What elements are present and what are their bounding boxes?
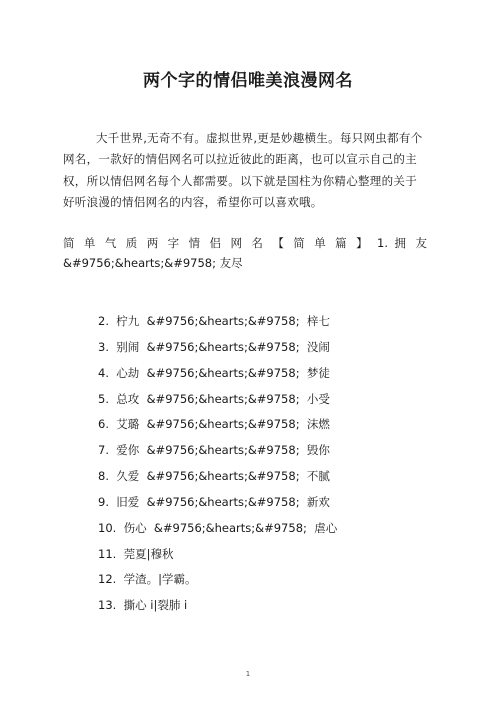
list-item: 5. 总攻 &#9756;&hearts;&#9758; 小受 bbox=[98, 392, 330, 406]
list-item: 3. 别闹 &#9756;&hearts;&#9758; 没闹 bbox=[98, 340, 330, 354]
section-heading: 简 单 气 质 两 字 情 侣 网 名 【 简 单 篇 】 1. 拥 友 bbox=[63, 236, 427, 250]
page-number: 1 bbox=[245, 670, 251, 678]
list-item: 10. 伤心 &#9756;&hearts;&#9758; 虐心 bbox=[98, 521, 338, 535]
list-item: 9. 旧爱 &#9756;&hearts;&#9758; 新欢 bbox=[98, 495, 330, 509]
list-item: 13. 撕心 i|裂肺 i bbox=[98, 598, 188, 612]
list-item: 7. 爱你 &#9756;&hearts;&#9758; 毁你 bbox=[98, 443, 330, 457]
list-item: 11. 莞夏|穆秋 bbox=[98, 547, 174, 561]
page-title: 两个字的情侣唯美浪漫网名 bbox=[143, 71, 353, 91]
list-item: 6. 艾璐 &#9756;&hearts;&#9758; 沫燃 bbox=[98, 417, 330, 431]
list-item: 8. 久爱 &#9756;&hearts;&#9758; 不腻 bbox=[98, 469, 330, 483]
intro-paragraph: 大千世界,无奇不有。虚拟世界,更是妙趣横生。每只网虫都有个网名，一款好的情侣网名可以拉近彼此的距离，也可以宣示自己的主权，所以情侣网名每个人都需要。以下就是国柱为你精心整理的关于好听浪漫的情侣网名的内容，希望你可以喜欢哦。 bbox=[63, 131, 423, 209]
list-item: 2. 柠九 &#9756;&hearts;&#9758; 梓七 bbox=[98, 314, 330, 328]
list-item: 4. 心劫 &#9756;&hearts;&#9758; 梦徒 bbox=[98, 366, 330, 380]
list-item: 12. 学渣。|学霸。 bbox=[98, 572, 197, 586]
section-heading-continuation: &#9756;&hearts;&#9758; 友尽 bbox=[63, 256, 243, 270]
